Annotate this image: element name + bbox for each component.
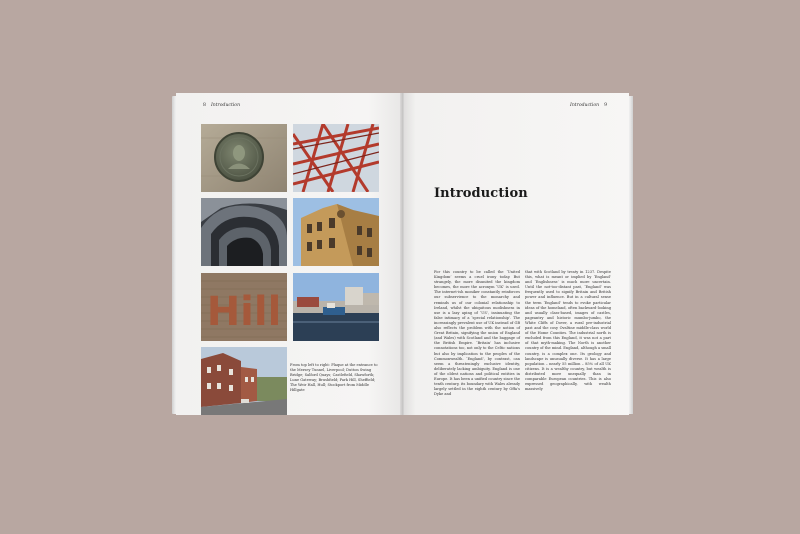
right-running-head [570, 103, 612, 108]
swing-bridge-photo [293, 124, 379, 192]
body-column-2: that with Scotland by treaty in 1237. Despite this, what is meant or implied by ‘England’ and ‘Englishness’ is much more uncertain. Until the not-too-distant past, ‘England’ was frequently used to signify Britain and British power and influence. But in a cultural sense the term ‘England’ tends to evoke particular ideas of the homeland, often backward-looking and usually class-based, images of castles, pageantry and historic mumbo-jumbo, the White Cliffs of Dover, a rural pre-industrial past and the cosy Ovaltine middle-class world of the Home Counties. The industrial north is excluded from this England, it was not a part of that myth-making. The North is another country of the mind. England, although a small country, is a complex one. Its geology and landscape is unusually diverse. It has a large population – nearly 55 million – 85% of all UK citizens. It is a wealthy country, but wealth is distributed more unequally than in comparable European countries. This is also expressed geographically, with wealth massively [525, 270, 611, 392]
left-page [176, 93, 402, 415]
building-photo [293, 198, 379, 266]
arch-photo [201, 198, 287, 266]
harbour-photo [293, 273, 379, 341]
right-page-number: 9 [604, 103, 608, 108]
left-running-title: Introduction [210, 103, 241, 108]
left-running-head [198, 103, 240, 108]
right-running-title: Introduction [570, 103, 600, 108]
left-page-number: 8 [203, 103, 206, 108]
plaque-photo [201, 124, 287, 192]
page-title: Introduction [434, 186, 528, 201]
hill-sign-text: Hill [206, 289, 282, 335]
photo-caption: From top left to right: Plaque at the entrance to the Mersey Tunnel, Liverpool; Dutton Swing Bridge; Salford Quays; Castlefield, Shawforth; Lune Gateway; Brushfield; Park Hill, Sheffield; The Weir Hall, Hull; Stockport from Middle Hillgate [290, 363, 378, 393]
body-column-1: For this country to be called the ‘United Kingdom’ seems a cruel irony today. But strangely, the more disunited the kingdom becomes, the more the acronym ‘UK’ is used. The internet-ish moniker constantly reinforces our subservience to the monarchy and reminds us of our colonial relationship to Ireland, whilst the ubiquitous modishness in use is a lazy aping of ‘US’, insinuating the false intimacy of a ‘special relationship’. The increasingly prevalent use of UK instead of GB also reflects the problem with the notion of Great Britain, signifying the union of England (and Wales) with Scotland and the baggage of the British Empire. ‘Britain’ has inclusive connotations too, not only to the Celtic nations but also by implication to the peoples of the Commonwealth. ‘England’, by contrast, can seem a threateningly exclusive identity, deliberately lacking ambiguity. England is one of the oldest nations and political entities in Europe. It has been a unified country since the tenth century, its boundary with Wales already largely settled in the eighth century by Offa’s Dyke and [434, 270, 520, 397]
book-spine [400, 93, 404, 415]
street-photo [201, 347, 287, 415]
hill-sign-photo [201, 273, 287, 341]
